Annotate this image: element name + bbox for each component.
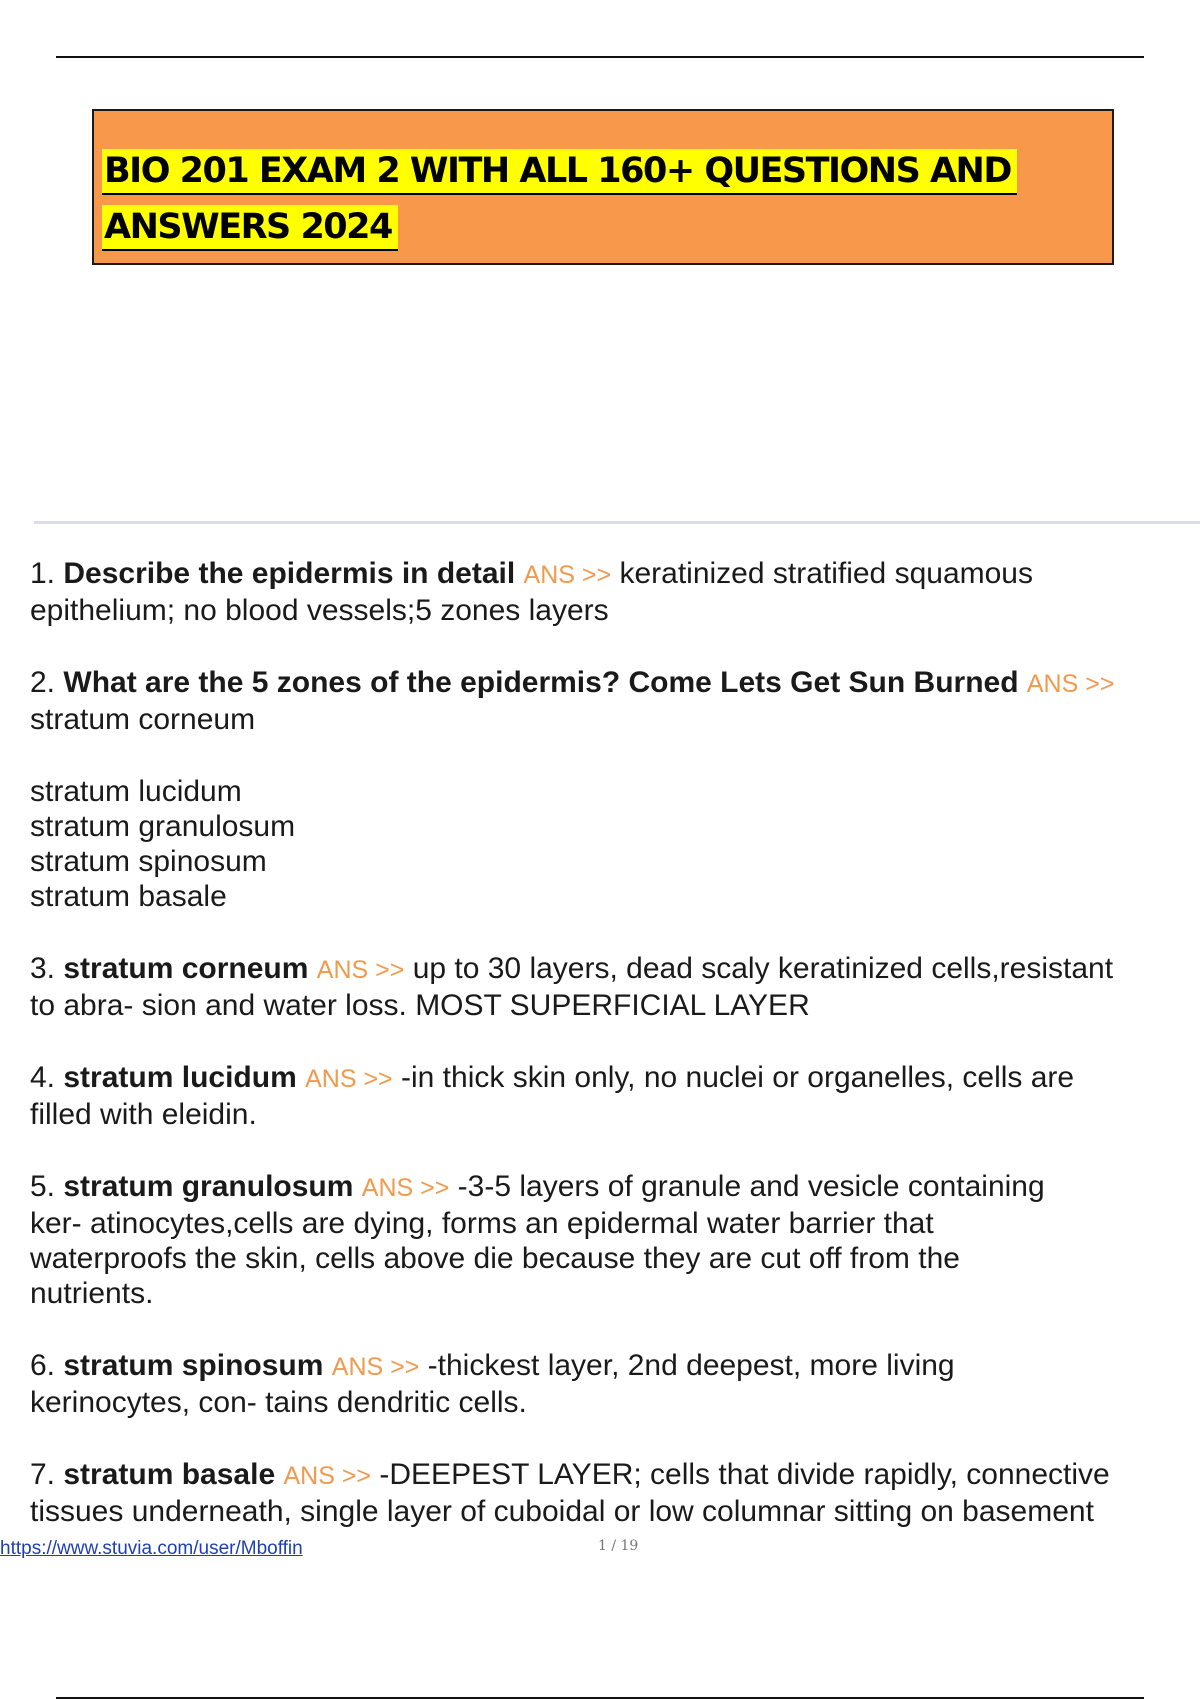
- ans-marker: ANS >>: [316, 956, 405, 984]
- zone-list: [30, 774, 1200, 914]
- ans-marker: ANS >>: [361, 1174, 450, 1202]
- zone-item: stratum lucidum: [30, 775, 242, 808]
- answer-text: stratum corneum: [30, 703, 256, 736]
- question-text: stratum spinosum: [63, 1349, 324, 1382]
- answer-text: up to 30 layers, dead scaly keratinized cells,resistant: [412, 952, 1114, 985]
- qa-item: [30, 1348, 1200, 1420]
- qa-item: [30, 556, 1200, 628]
- answer-text: -3-5 layers of granule and vesicle containing: [457, 1170, 1045, 1203]
- title-box: [92, 109, 1114, 265]
- answer-text: waterproofs the skin, cells above die because they are cut off from the: [30, 1242, 960, 1275]
- answer-text: to abra- sion and water loss. MOST SUPERFICIAL LAYER: [30, 989, 810, 1022]
- question-text: stratum basale: [63, 1458, 276, 1491]
- answer-text: -thickest layer, 2nd deepest, more living: [427, 1349, 955, 1382]
- answer-text: keratinized stratified squamous: [619, 557, 1033, 590]
- question-text: Describe the epidermis in detail: [63, 557, 516, 590]
- answer-text: -DEEPEST LAYER; cells that divide rapidly, connective: [379, 1458, 1110, 1491]
- answer-text: filled with eleidin.: [30, 1098, 257, 1131]
- answer-text: kerinocytes, con- tains dendritic cells.: [30, 1386, 527, 1419]
- qa-item: [30, 951, 1200, 1023]
- qa-list: [30, 556, 1200, 1556]
- qa-item: [30, 1457, 1200, 1529]
- page-number: 1 / 19: [598, 1538, 639, 1554]
- ans-marker: ANS >>: [523, 561, 612, 589]
- section-separator: [34, 521, 1200, 524]
- bottom-rule: [56, 1697, 1144, 1699]
- ans-marker: ANS >>: [331, 1353, 420, 1381]
- question-number: 7.: [30, 1458, 56, 1491]
- ans-marker: ANS >>: [283, 1462, 372, 1490]
- qa-item: [30, 1169, 1200, 1311]
- question-number: 6.: [30, 1349, 56, 1382]
- question-number: 3.: [30, 952, 56, 985]
- document-title-line-1: BIO 201 EXAM 2 WITH ALL 160+ QUESTIONS AND: [102, 149, 1017, 195]
- question-number: 1.: [30, 557, 56, 590]
- answer-text: epithelium; no blood vessels;5 zones layers: [30, 594, 609, 627]
- question-text: What are the 5 zones of the epidermis? Come Lets Get Sun Burned: [63, 666, 1019, 699]
- answer-text: -in thick skin only, no nuclei or organelles, cells are: [401, 1061, 1075, 1094]
- answer-text: nutrients.: [30, 1277, 154, 1310]
- qa-item: [30, 665, 1200, 914]
- ans-marker: ANS >>: [305, 1065, 393, 1093]
- document-title-line-2: ANSWERS 2024: [102, 205, 398, 251]
- question-number: 2.: [30, 666, 56, 699]
- ans-marker: ANS >>: [1026, 670, 1115, 698]
- question-text: stratum granulosum: [63, 1170, 354, 1203]
- top-rule: [56, 56, 1144, 58]
- question-number: 4.: [30, 1061, 56, 1094]
- question-number: 5.: [30, 1170, 56, 1203]
- answer-text: ker- atinocytes,cells are dying, forms an epidermal water barrier that: [30, 1207, 934, 1240]
- source-link[interactable]: https://www.stuvia.com/user/Mboffin: [0, 1538, 303, 1559]
- zone-item: stratum basale: [30, 880, 227, 913]
- zone-item: stratum granulosum: [30, 810, 296, 843]
- question-text: stratum corneum: [63, 952, 309, 985]
- qa-item: [30, 1060, 1200, 1132]
- answer-text: tissues underneath, single layer of cuboidal or low columnar sitting on basement: [30, 1495, 1094, 1528]
- zone-item: stratum spinosum: [30, 845, 267, 878]
- question-text: stratum lucidum: [63, 1061, 297, 1094]
